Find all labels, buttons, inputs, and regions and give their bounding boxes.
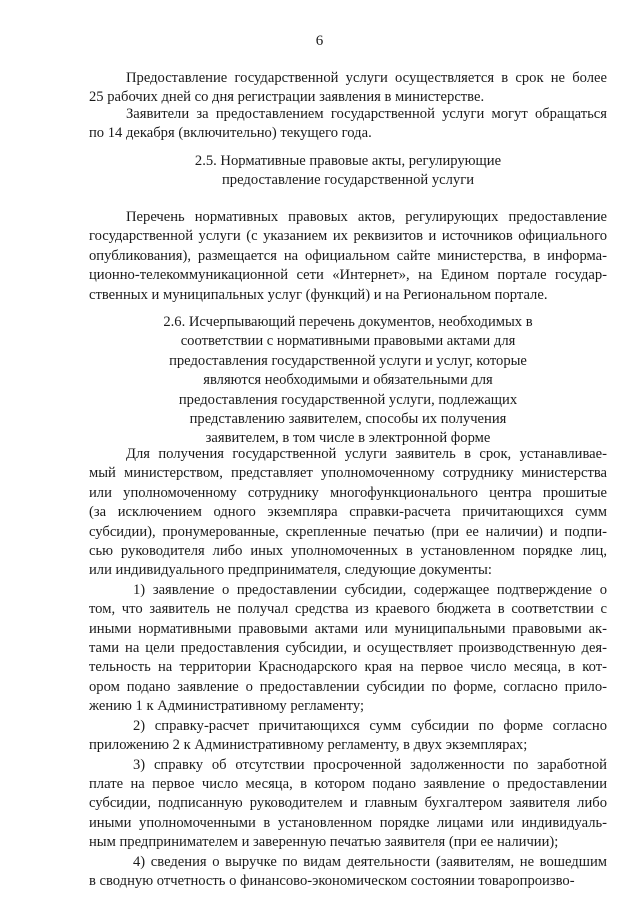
intro-paragraph-term (89, 69, 607, 108)
list-item-line: 3) справку об отсутствии просроченной задолженности по заработной (133, 756, 607, 773)
text-line: тельность на территории Краснодарского края на первое число месяца, в кот- (89, 659, 607, 676)
text-line: по 14 декабря (включительно) текущего года. (89, 125, 372, 142)
text-line: ным предпринимателем и заверенную печатью заявителя (при ее наличии); (89, 834, 559, 851)
intro-paragraph-deadline (89, 105, 607, 144)
text-line: (за исключением одного экземпляра справки-расчета причитающихся сумм (89, 504, 607, 521)
section-2-5-heading (89, 152, 607, 191)
text-line: субсидии, подписанную руководителем и главным бухгалтером заявителя либо (89, 795, 607, 812)
list-item-line: 1) заявление о предоставлении субсидии, содержащее подтверждение о (133, 581, 607, 598)
text-line: ционно-телекоммуникационной сети «Интернет», на Едином портале государ- (89, 267, 607, 284)
heading-line: предоставление государственной услуги (222, 172, 474, 189)
list-item-line: 4) сведения о выручке по видам деятельности (заявителям, не вошедшим (133, 853, 607, 870)
heading-line: представлению заявителем, способы их получения (189, 411, 507, 428)
heading-line: 2.5. Нормативные правовые акты, регулирующие (194, 153, 502, 169)
heading-line: соответствии с нормативными правовыми актами для (180, 333, 516, 350)
page-number: 6 (315, 33, 324, 49)
text-line: Перечень нормативных правовых актов, регулирующих предоставление (126, 209, 607, 225)
section-2-5-body (89, 208, 607, 305)
text-line: иными уполномоченными в установленном порядке лицами или индивидуаль- (89, 814, 607, 831)
heading-line: являются необходимыми и обязательными для (203, 372, 493, 389)
text-line: субсидии), пронумерованные, скрепленные печатью (при ее наличии) и подпи- (89, 523, 607, 540)
text-line: в сводную отчетность о финансово-экономическом состоянии товаропроизво- (89, 872, 575, 889)
heading-line: предоставления государственной услуги и услуг, которые (169, 352, 527, 369)
text-line: жению 1 к Административному регламенту; (89, 698, 365, 715)
text-line: государственной услуги (с указанием их реквизитов и источников официального (89, 228, 607, 245)
section-2-6-heading (89, 313, 607, 449)
section-2-6-body (89, 445, 607, 891)
text-line: ором подано заявление о предоставлении субсидии по форме, согласно прило- (89, 678, 607, 695)
text-line: опубликования), размещается на официальном сайте министерства, в информа- (89, 247, 607, 264)
text-line: Для получения государственной услуги заявитель в срок, устанавливае- (126, 446, 607, 462)
text-line: или индивидуального предпринимателя, следующие документы: (89, 562, 492, 579)
text-line: мый министерством, представляет уполномоченному сотруднику министерства (89, 465, 607, 482)
text-line: том, что заявитель не получал средства из краевого бюджета в соответствии с (89, 601, 607, 618)
text-line: приложению 2 к Административному регламенту, в двух экземплярах; (89, 737, 528, 754)
text-line: 25 рабочих дней со дня регистрации заявления в министерстве. (89, 89, 485, 106)
text-line: плате на первое число месяца, в котором подано заявление о предоставлении (89, 775, 607, 792)
text-line: или уполномоченному сотруднику многофункционального центра прошитые (89, 484, 607, 501)
heading-line: 2.6. Исчерпывающий перечень документов, необходимых в (163, 314, 533, 330)
text-line: Предоставление государственной услуги осуществляется в срок не более (126, 70, 607, 86)
heading-line: предоставления государственной услуги, подлежащих (178, 391, 518, 408)
text-line: тами на цели предоставления субсидии, и осуществляет производственную дея- (89, 640, 607, 657)
text-line: сью руководителя либо иных уполномоченных в установленном порядке лиц, (89, 543, 607, 560)
text-line: иными нормативными правовыми актами или муниципальными правовыми ак- (89, 620, 607, 637)
text-line: Заявители за предоставлением государственной услуги могут обращаться (126, 106, 607, 122)
heading-line: заявителем, в том числе в электронной форме (205, 430, 491, 447)
list-item-line: 2) справку-расчет причитающихся сумм субсидии по форме согласно (133, 717, 607, 734)
text-line: ственных и муниципальных услуг (функций) и на Региональном портале. (89, 286, 548, 303)
